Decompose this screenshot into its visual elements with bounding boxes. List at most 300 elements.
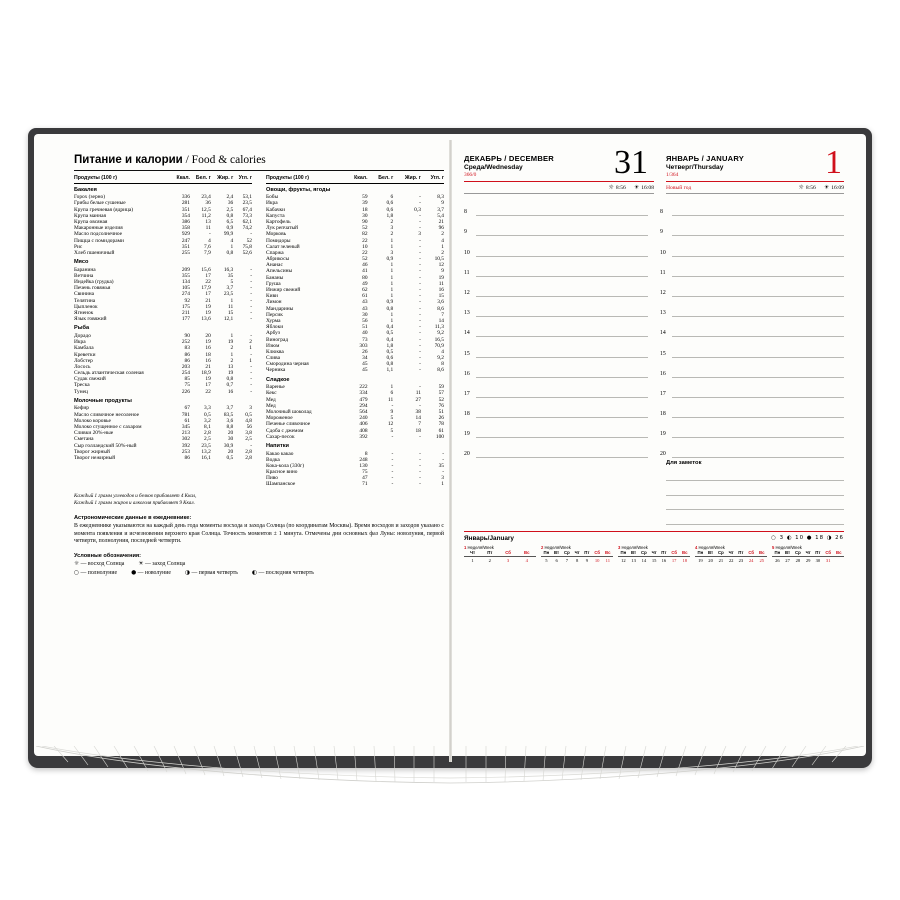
hour-row[interactable] [464, 317, 844, 337]
hour-label: 10 [660, 249, 666, 256]
food-name: Персик [266, 311, 283, 318]
weekday-header: Пт [582, 550, 592, 557]
hour-row[interactable] [464, 337, 844, 357]
food-value: 6,5 [226, 218, 234, 225]
week-strip[interactable] [464, 545, 536, 564]
writing-line[interactable] [672, 424, 844, 438]
book-spine [449, 140, 452, 762]
writing-line[interactable] [672, 283, 844, 297]
sun-bars [464, 178, 844, 194]
food-value: 303 [359, 342, 368, 349]
calendar-day[interactable]: 3 [506, 557, 510, 563]
food-value: 4,8 [245, 417, 252, 424]
food-value: 7 [441, 311, 444, 318]
hour-label: 12 [464, 289, 470, 296]
food-name: Печень говяжья [74, 285, 111, 292]
food-value: 19 [205, 303, 211, 310]
food-value: 23,5 [201, 442, 211, 449]
food-value: - [250, 363, 252, 370]
food-value: - [419, 311, 421, 318]
sun-times-dec31 [464, 181, 654, 194]
food-name: Морковь [266, 231, 287, 238]
sunset-time: ☀ 16:08 [633, 184, 654, 191]
calendar-day[interactable]: 13 [631, 557, 636, 563]
food-name: Арбуз [266, 330, 280, 337]
food-value: 49 [362, 280, 368, 287]
calendar-day[interactable]: 26 [775, 557, 780, 563]
food-section-header: Овощи, фрукты, ягоды [266, 186, 331, 193]
food-section-header: Бакалея [74, 186, 97, 193]
food-value: 4 [441, 348, 444, 355]
calendar-day[interactable]: 2 [488, 557, 491, 563]
food-value: 0,3 [414, 206, 421, 213]
mini-calendar-title: Январь/January [464, 534, 514, 542]
food-value: 3,7 [226, 405, 234, 412]
food-value: - [250, 370, 252, 377]
food-value: 105 [181, 285, 190, 292]
writing-line[interactable] [672, 303, 844, 317]
food-name: Картофель [266, 218, 291, 225]
food-value: 177 [181, 316, 190, 323]
food-value: - [419, 200, 421, 207]
calendar-day[interactable]: 6 [555, 557, 558, 563]
hour-row[interactable] [464, 236, 844, 256]
calendar-day[interactable]: 11 [605, 557, 610, 563]
food-value: 92 [184, 297, 190, 304]
hour-row[interactable] [464, 378, 844, 398]
food-value: 781 [181, 411, 190, 418]
food-value: 16 [227, 388, 234, 395]
food-name: Сельдь атлантическая соленая [74, 370, 144, 377]
food-value: - [419, 475, 421, 482]
food-value: 19 [227, 370, 234, 377]
calendar-day[interactable]: 25 [759, 557, 765, 563]
week-strip[interactable] [541, 545, 613, 564]
food-table-left [74, 175, 252, 462]
food-section-row [266, 374, 444, 385]
food-value: 1 [390, 237, 394, 244]
day-header-jan1 [654, 144, 844, 181]
writing-line[interactable] [672, 384, 844, 398]
food-value: 211 [182, 309, 190, 316]
food-value: 83 [184, 345, 190, 352]
food-value: 0,5 [245, 411, 252, 418]
food-value: 13,6 [201, 316, 211, 323]
food-value: 1 [230, 351, 234, 358]
hour-row[interactable] [464, 297, 844, 317]
hour-row[interactable] [464, 398, 844, 418]
food-name: Водка [266, 456, 280, 463]
food-value: 41 [362, 268, 368, 275]
calendar-day[interactable]: 22 [728, 557, 734, 563]
food-name: Шампанское [266, 481, 296, 488]
hour-row[interactable] [464, 257, 844, 277]
food-value: 35 [438, 462, 444, 469]
holiday-label: Новый год [666, 184, 692, 191]
food-value: 71 [362, 481, 368, 488]
food-value: 9 [390, 408, 394, 415]
hour-label: 8 [660, 209, 663, 216]
calendar-day[interactable]: 16 [661, 557, 667, 563]
food-value: 20 [227, 430, 234, 437]
food-value: 2,8 [245, 454, 252, 461]
food-name: Пищца с помидорами [74, 237, 124, 244]
food-value: 56 [362, 317, 368, 324]
food-value: 86 [184, 357, 190, 364]
hour-label: 14 [660, 330, 666, 337]
calendar-day[interactable]: 29 [805, 557, 811, 563]
food-name: Салат зеленый [266, 243, 300, 250]
food-value: 9 [441, 268, 444, 275]
page-title-ru: Питание и калории [74, 154, 183, 166]
calendar-day[interactable]: 17 [671, 557, 677, 563]
calendar-day[interactable]: 15 [651, 557, 657, 563]
col-carb: Угл. г [233, 175, 252, 184]
writing-line[interactable] [476, 243, 648, 257]
food-value: 11 [388, 396, 394, 403]
food-value: - [419, 469, 421, 476]
food-name: Молоко сгущенное с сахаром [74, 423, 142, 430]
table-header-row [266, 175, 444, 184]
food-value: - [250, 266, 252, 273]
weekday-header: Пн [541, 550, 552, 557]
calendar-day[interactable]: 4 [525, 557, 528, 563]
note-row[interactable] [666, 466, 844, 481]
food-value: 23,5 [242, 200, 252, 207]
notes-lines[interactable] [666, 466, 844, 524]
hour-line-grid[interactable] [464, 196, 844, 458]
month-label: ДЕКАБРЬ / DECEMBER [464, 154, 554, 163]
food-value: 30 [362, 311, 368, 318]
calendar-day[interactable]: 18 [682, 557, 688, 563]
writing-line[interactable] [672, 344, 844, 358]
calendar-day[interactable]: 5 [545, 557, 548, 563]
month-label: ЯНВАРЬ / JANUARY [666, 154, 745, 163]
food-name: Мороженое [266, 415, 293, 422]
food-value: - [419, 355, 421, 362]
legend-heading: Условные обозначения: [74, 552, 142, 559]
food-section-row [266, 184, 444, 195]
writing-line[interactable] [672, 364, 844, 378]
sunset-icon: ☀ [823, 184, 830, 191]
calendar-day[interactable]: 14 [641, 557, 647, 563]
food-value: 5 [390, 427, 394, 434]
weekday-header: Сб [823, 550, 834, 557]
food-value: 11,3 [434, 324, 444, 331]
food-value: 334 [359, 390, 368, 397]
hour-row[interactable] [464, 196, 844, 216]
calendar-day[interactable] [834, 557, 844, 564]
note-row[interactable] [666, 510, 844, 525]
legend-first-quarter: ◑ — первая четверть [184, 569, 238, 576]
food-name: Мандарины [266, 305, 294, 312]
food-value: 2,5 [204, 436, 211, 443]
food-value: 52 [438, 396, 444, 403]
calendar-day[interactable]: 12 [621, 557, 626, 563]
food-value: 34 [362, 355, 368, 362]
col-fat: Жир. г [211, 175, 233, 184]
week-table [541, 550, 613, 564]
hour-label: 20 [660, 451, 666, 458]
calendar-day[interactable]: 1 [471, 557, 474, 563]
food-value: 18,9 [201, 370, 211, 377]
food-name: Макаронные изделия [74, 225, 123, 232]
week-table [695, 550, 767, 564]
food-name: Крупа манная [74, 212, 106, 219]
weekday-header: Пн [695, 550, 706, 557]
calorie-note-1: Каждый 1 грамм углеводов и белков прибавляет 4 Ккал, [74, 493, 197, 500]
food-value: - [419, 433, 421, 440]
writing-line[interactable] [476, 283, 648, 297]
food-value: 22 [205, 388, 211, 395]
week-strip[interactable] [695, 545, 767, 564]
calendar-day[interactable]: 10 [594, 557, 600, 563]
food-value: 1 [249, 345, 252, 352]
food-value: 36 [227, 200, 234, 207]
hour-row[interactable] [464, 277, 844, 297]
weekday-header: Сб [499, 550, 518, 557]
diary-spread [34, 134, 866, 756]
food-value: 392 [181, 442, 190, 449]
food-value: 1,1 [386, 367, 394, 374]
food-name: Тунец [74, 388, 88, 395]
food-name: Камбала [74, 345, 94, 352]
food-value: - [391, 450, 394, 457]
food-value: 1 [230, 243, 234, 250]
food-value: 67 [184, 405, 190, 412]
note-row[interactable] [666, 496, 844, 511]
calendar-day[interactable]: 8 [575, 557, 579, 563]
food-value: - [250, 279, 252, 286]
food-value: 78 [438, 421, 444, 428]
writing-line[interactable] [476, 222, 648, 236]
food-value: 16 [438, 287, 444, 293]
food-value: - [419, 268, 421, 275]
food-name: Капуста [266, 212, 285, 219]
writing-line[interactable] [672, 444, 844, 458]
food-value: - [391, 462, 394, 469]
writing-line[interactable] [476, 424, 648, 438]
day-count: 366/0 [464, 172, 477, 178]
weekday-header: Ср [715, 550, 726, 557]
week-strip[interactable] [772, 545, 844, 564]
writing-line[interactable] [666, 482, 844, 496]
page-title-en: / Food & calories [182, 154, 266, 166]
food-name: Кабачки [266, 206, 286, 213]
food-value: 83,5 [223, 411, 234, 418]
hour-row[interactable] [464, 438, 844, 458]
food-value: 59 [362, 194, 368, 201]
food-value: 2 [441, 231, 444, 238]
diary-cover [28, 128, 872, 768]
week-table [772, 550, 844, 564]
food-section-header: Молочные продукты [74, 397, 132, 404]
food-value: 0,7 [226, 382, 234, 389]
food-name: Цыпленок [74, 303, 98, 310]
note-row[interactable] [666, 481, 844, 496]
food-value: 0,9 [386, 256, 394, 263]
writing-line[interactable] [672, 222, 844, 236]
sunset-icon: ☀ [633, 184, 640, 191]
weekday-header: Сб [746, 550, 757, 557]
writing-line[interactable] [476, 364, 648, 378]
week-strips[interactable] [464, 545, 844, 564]
full-moon-icon: ○ [74, 569, 80, 576]
calendar-day[interactable]: 21 [718, 557, 724, 563]
food-value: - [419, 450, 421, 457]
hour-row[interactable] [464, 358, 844, 378]
food-value: 85 [184, 376, 190, 383]
writing-line[interactable] [476, 323, 648, 337]
food-value: 19 [205, 376, 211, 383]
food-value: 406 [359, 421, 368, 428]
food-name: Кекс [266, 390, 277, 397]
calendar-day[interactable]: 20 [708, 557, 713, 563]
food-value: 8,6 [437, 367, 444, 374]
food-value: 8,6 [437, 305, 444, 312]
food-value: 73,3 [242, 212, 252, 219]
food-value: 17 [205, 382, 211, 389]
food-value: - [419, 293, 421, 300]
writing-line[interactable] [666, 467, 844, 481]
hour-label: 14 [464, 330, 470, 337]
week-label: 2 Неделя/Week [541, 544, 571, 550]
table-row [74, 456, 252, 462]
food-name: Язык говяжий [74, 316, 107, 323]
food-value: 36 [205, 200, 211, 207]
food-value: 38 [415, 408, 421, 415]
food-value: - [419, 249, 421, 256]
writing-line[interactable] [476, 404, 648, 418]
food-name: Творог нежирный [74, 454, 116, 461]
writing-line[interactable] [476, 344, 648, 358]
food-value: 1 [390, 274, 394, 281]
writing-line[interactable] [672, 323, 844, 337]
food-value: - [250, 291, 252, 298]
food-name: Мед [266, 396, 276, 403]
food-value: 7,9 [204, 249, 211, 256]
food-value: 16 [205, 345, 211, 352]
weekday-header: Чт [464, 550, 481, 557]
food-value: 3,6 [226, 417, 234, 424]
legend-last-quarter: ◐ — последняя четверть [251, 569, 314, 576]
food-value: 26 [438, 415, 444, 422]
calendar-day[interactable]: 7 [565, 557, 569, 563]
food-value: 20 [205, 332, 211, 339]
food-name: Треска [74, 382, 90, 389]
food-value: 15 [438, 293, 444, 300]
food-name: Рис [74, 243, 83, 250]
food-value: 22 [362, 237, 368, 244]
first-quarter-icon: ◑ [184, 569, 190, 576]
calendar-day[interactable]: 23 [738, 557, 744, 563]
food-name: Лимон [266, 299, 282, 306]
writing-line[interactable] [666, 511, 844, 525]
week-label: 5 Неделя/Week [772, 544, 802, 550]
weekday-label: Среда/Wednesday [464, 164, 523, 171]
calendar-day[interactable]: 27 [785, 557, 790, 563]
food-name: Икра [74, 339, 86, 346]
food-value: 18 [205, 351, 211, 358]
food-name: Хлеб пшеничный [74, 249, 115, 256]
food-value: 17 [205, 291, 211, 298]
food-value: 247 [181, 237, 190, 244]
food-value: 0,6 [386, 355, 394, 362]
week-strip[interactable] [618, 545, 690, 564]
food-value: 2,5 [245, 436, 252, 443]
food-value: - [419, 237, 421, 244]
col-kcal: Ккал. [171, 175, 190, 184]
writing-line[interactable] [476, 202, 648, 216]
calendar-day[interactable]: 31 [825, 557, 831, 563]
food-value: 0,4 [386, 336, 394, 343]
left-page [74, 154, 444, 744]
food-value: 1 [390, 317, 394, 324]
writing-line[interactable] [672, 263, 844, 277]
calendar-day[interactable]: 9 [585, 557, 589, 563]
food-value: 6 [390, 390, 394, 397]
col-kcal: Ккал. [344, 175, 367, 184]
week-label: 1 Неделя/Week [464, 544, 494, 550]
food-value: 70,9 [434, 342, 444, 349]
food-name: Ананас [266, 262, 283, 269]
food-value: 30,9 [223, 442, 234, 449]
food-value: - [419, 212, 421, 219]
food-value: 16,3 [223, 266, 234, 273]
hour-label: 13 [464, 310, 470, 317]
week-label: 3 Неделя/Week [618, 544, 648, 550]
col-protein: Бел. г [368, 175, 394, 184]
food-value: 5,4 [437, 212, 444, 219]
calendar-day[interactable]: 28 [795, 557, 801, 563]
food-value: 11 [205, 225, 211, 232]
writing-line[interactable] [476, 303, 648, 317]
food-value: 0,6 [386, 206, 394, 213]
calendar-day[interactable]: 19 [698, 557, 703, 563]
food-value: - [419, 456, 421, 463]
writing-line[interactable] [672, 404, 844, 418]
food-value: 12,5 [201, 206, 211, 213]
writing-line[interactable] [476, 263, 648, 277]
food-value: 11 [438, 280, 444, 287]
sunrise-icon: ☼ [798, 184, 804, 191]
food-value: - [250, 376, 252, 383]
writing-line[interactable] [672, 202, 844, 216]
food-value: 27 [415, 396, 421, 403]
table-header-row [74, 175, 252, 184]
calendar-day[interactable]: 24 [748, 557, 754, 563]
food-value: 254 [181, 370, 190, 377]
writing-line[interactable] [666, 496, 844, 510]
food-value: 0,6 [386, 200, 394, 207]
food-value: 0,5 [204, 411, 211, 418]
food-name: Изюм [266, 342, 280, 349]
writing-line[interactable] [476, 444, 648, 458]
food-value: 90 [362, 218, 368, 225]
food-name: Кефир [74, 405, 89, 412]
food-value: 14 [438, 317, 444, 324]
weekday-header: Вт [706, 550, 716, 557]
writing-line[interactable] [476, 384, 648, 398]
hour-row[interactable] [464, 216, 844, 236]
food-value: 2 [249, 339, 252, 346]
food-value: - [250, 382, 252, 389]
hour-row[interactable] [464, 418, 844, 438]
calendar-day[interactable]: 30 [815, 557, 821, 563]
food-value: 57 [438, 390, 444, 397]
food-value: 8,3 [437, 194, 444, 201]
writing-line[interactable] [672, 243, 844, 257]
